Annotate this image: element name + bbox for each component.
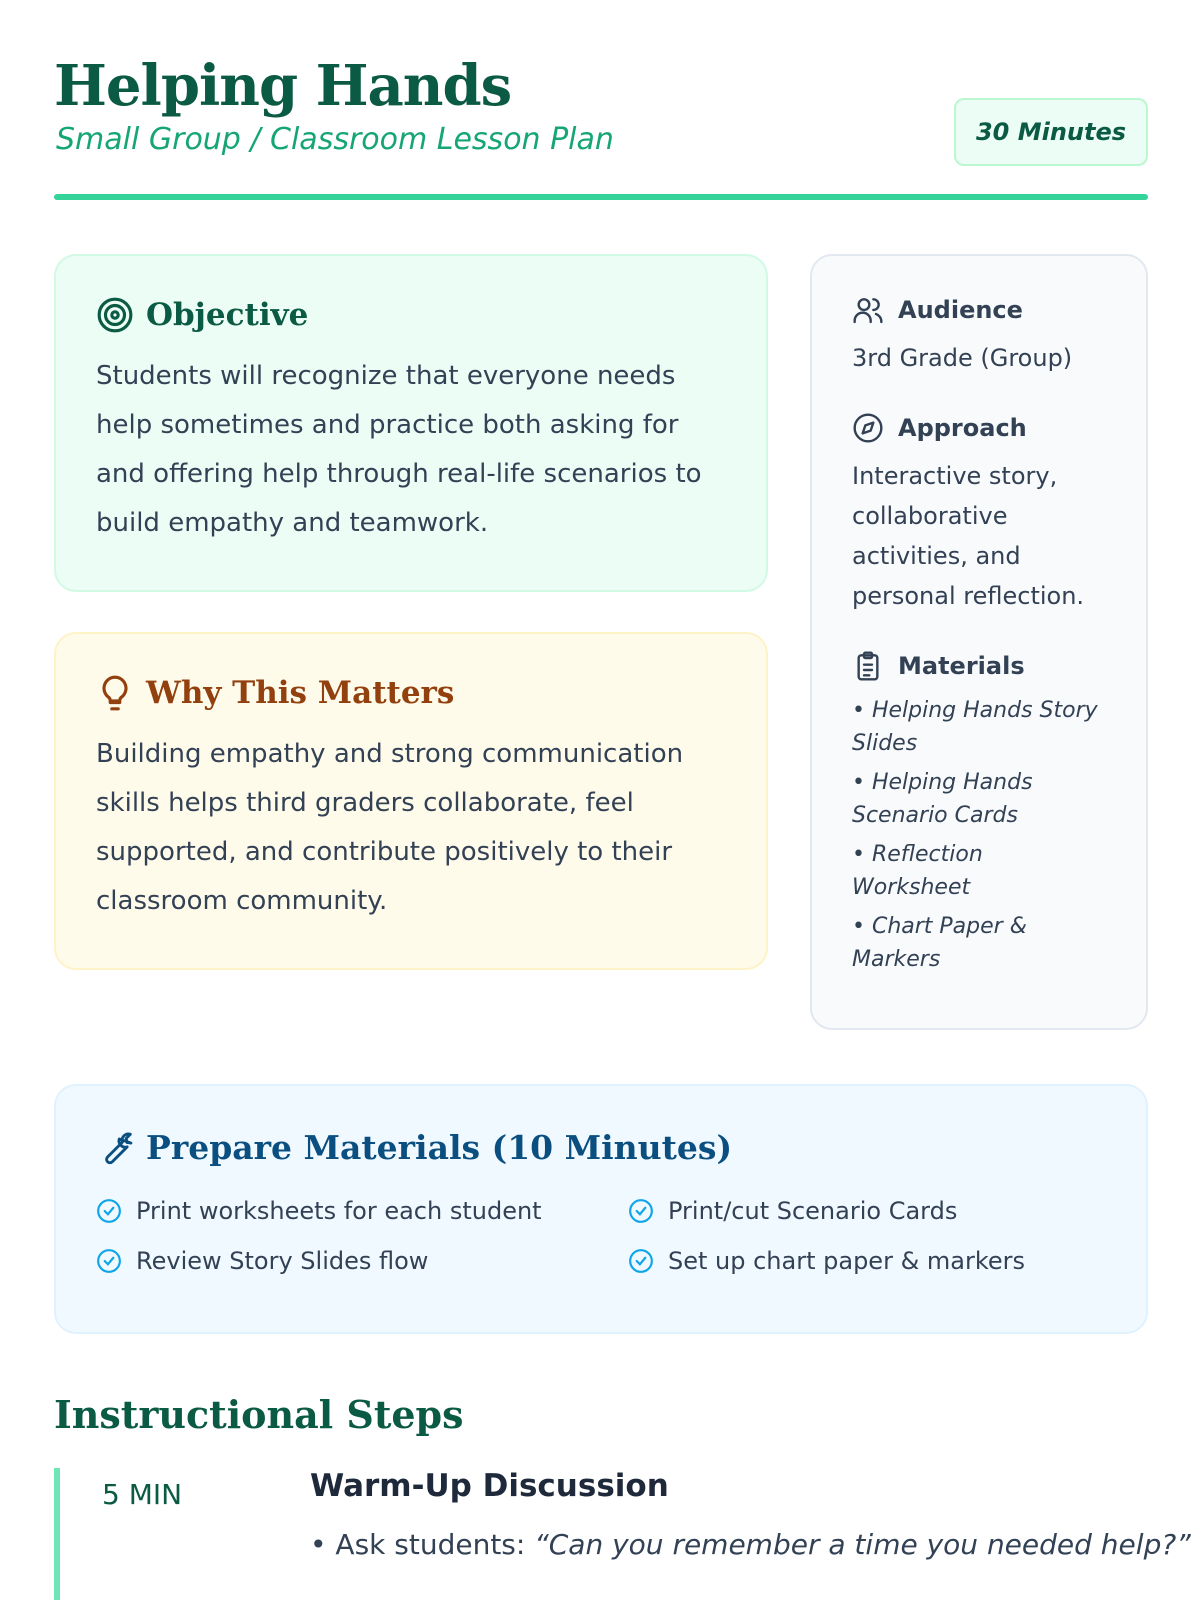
approach-block <box>852 412 1106 616</box>
audience-block <box>852 294 1106 378</box>
list-item: • Chart Paper & Markers <box>852 914 1027 972</box>
header-divider <box>54 194 1148 200</box>
checklist-item-label: Print worksheets for each student <box>136 1197 542 1225</box>
step-duration: 5 MIN <box>102 1478 183 1511</box>
why-text: Building empathy and strong communication skills helps third graders collaborate, feel supported, and contribute positively to their classroom community. <box>96 739 684 916</box>
page-subtitle: Small Group / Classroom Lesson Plan <box>56 122 614 157</box>
wrench-icon <box>96 1129 134 1167</box>
instructional-steps-heading: Instructional Steps <box>54 1392 464 1437</box>
prepare-checklist <box>96 1197 1106 1275</box>
lesson-header <box>54 50 1148 202</box>
compass-icon <box>852 412 884 444</box>
step-title: Warm-Up Discussion <box>310 1468 669 1504</box>
check-circle-icon <box>628 1248 654 1274</box>
checklist-item <box>628 1247 1108 1275</box>
materials-block <box>852 650 1106 976</box>
checklist-item-label: Print/cut Scenario Cards <box>668 1197 958 1225</box>
target-icon <box>96 296 134 334</box>
materials-heading-label: Materials <box>898 652 1025 680</box>
step-item <box>54 1468 1191 1600</box>
objective-heading-label: Objective <box>146 297 309 333</box>
users-icon <box>852 294 884 326</box>
audience-heading-label: Audience <box>898 296 1023 324</box>
checklist-item <box>96 1247 628 1275</box>
step-bullet <box>310 1528 1191 1561</box>
objective-text: Students will recognize that everyone needs help sometimes and practice both asking for and offering help through real-life scenarios to build empathy and teamwork. <box>96 361 702 538</box>
approach-value: Interactive story, collaborative activities, and personal reflection. <box>852 462 1085 610</box>
approach-heading <box>852 412 1106 444</box>
objective-heading <box>96 296 726 334</box>
approach-heading-label: Approach <box>898 414 1027 442</box>
list-item: • Helping Hands Scenario Cards <box>852 770 1033 828</box>
check-circle-icon <box>96 1248 122 1274</box>
checklist-item-label: Set up chart paper & markers <box>668 1247 1026 1275</box>
audience-heading <box>852 294 1106 326</box>
materials-heading <box>852 650 1106 682</box>
prepare-heading <box>96 1128 1106 1167</box>
step-bullet-quote: “Can you remember a time you needed help?” <box>534 1528 1191 1561</box>
check-circle-icon <box>96 1198 122 1224</box>
why-heading <box>96 674 726 712</box>
list-item: • Helping Hands Story Slides <box>852 698 1098 756</box>
audience-value: 3rd Grade (Group) <box>852 344 1073 372</box>
why-heading-label: Why This Matters <box>146 675 455 711</box>
step-bullet-prefix: • Ask students: <box>310 1528 535 1561</box>
checklist-item-label: Review Story Slides flow <box>136 1247 429 1275</box>
page-title: Helping Hands <box>54 53 512 119</box>
checklist-item <box>628 1197 1108 1225</box>
prepare-heading-label: Prepare Materials (10 Minutes) <box>146 1128 733 1167</box>
prepare-materials-card <box>54 1084 1148 1334</box>
duration-badge: 30 Minutes <box>954 98 1148 166</box>
objective-card <box>54 254 768 592</box>
list-item: • Reflection Worksheet <box>852 842 983 900</box>
check-circle-icon <box>628 1198 654 1224</box>
checklist-item <box>96 1197 628 1225</box>
lesson-info-sidebar <box>810 254 1148 1030</box>
why-card <box>54 632 768 970</box>
clipboard-icon <box>852 650 884 682</box>
lightbulb-icon <box>96 674 134 712</box>
materials-list <box>852 694 1106 976</box>
